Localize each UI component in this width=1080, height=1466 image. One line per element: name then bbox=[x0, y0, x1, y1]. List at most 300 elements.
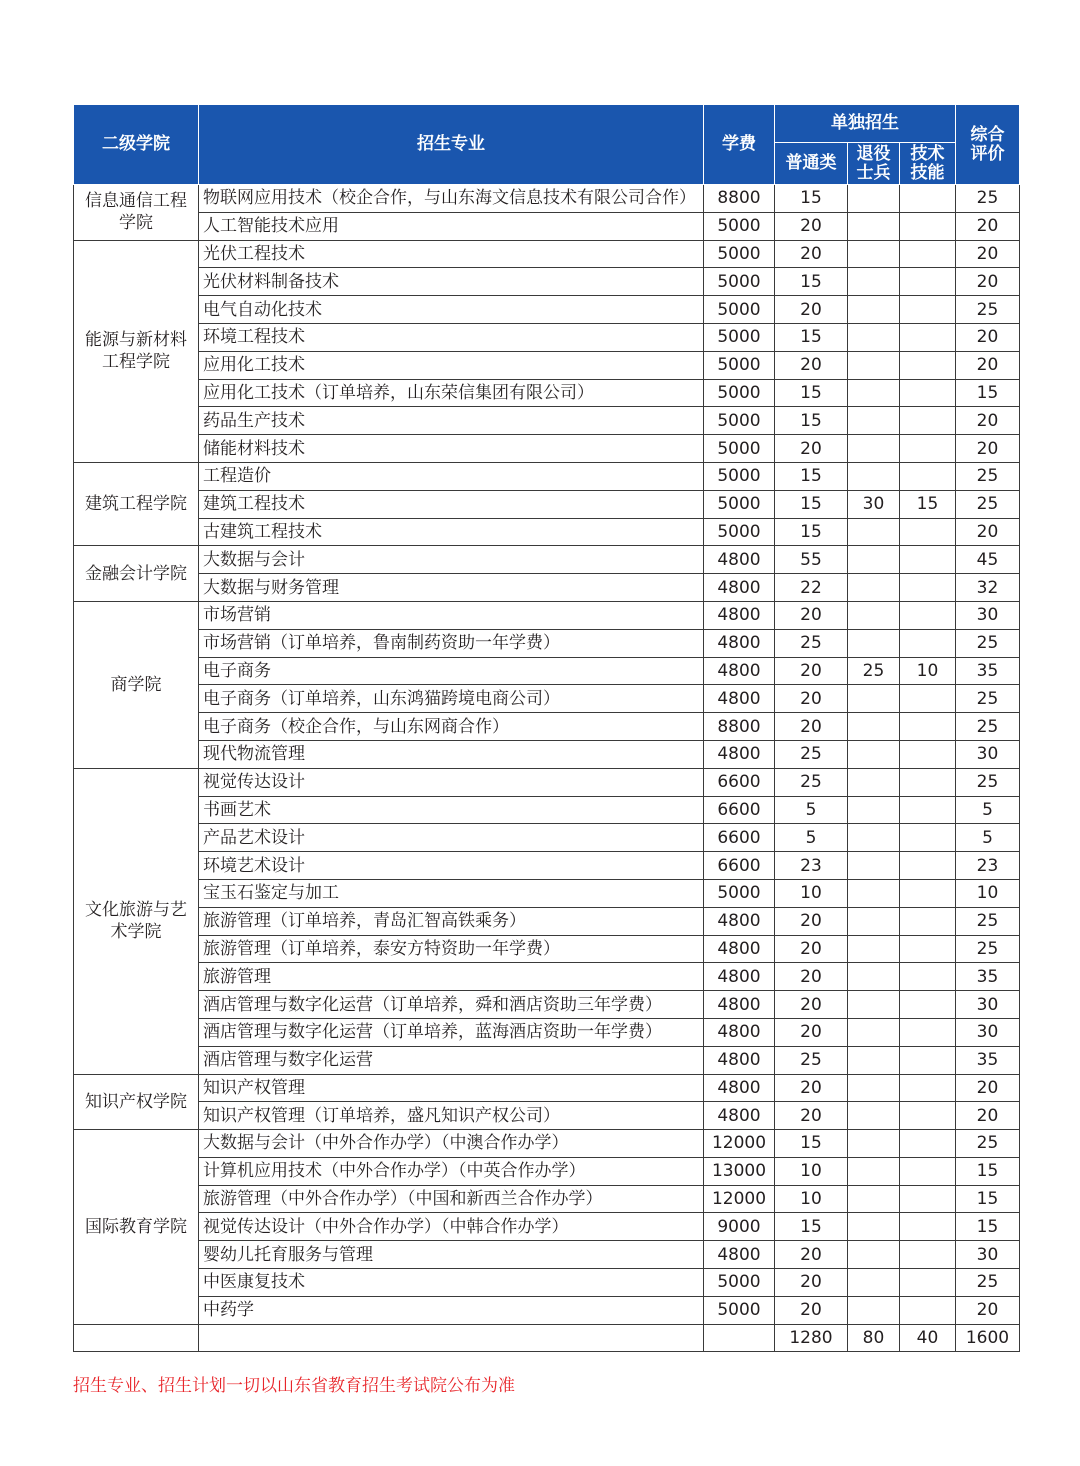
table-row bbox=[74, 768, 1020, 796]
comprehensive-count-cell: 35 bbox=[956, 657, 1020, 685]
veteran-count-cell bbox=[848, 1269, 900, 1297]
fee-cell: 5000 bbox=[704, 1296, 775, 1324]
fee-cell: 5000 bbox=[704, 518, 775, 546]
fee-cell: 5000 bbox=[704, 351, 775, 379]
general-count-cell: 20 bbox=[775, 601, 848, 629]
header-comprehensive: 综合 评价 bbox=[956, 105, 1020, 185]
major-cell: 旅游管理（订单培养，泰安方特资助一年学费） bbox=[199, 935, 704, 963]
major-cell: 大数据与会计 bbox=[199, 546, 704, 574]
general-count-cell: 20 bbox=[775, 685, 848, 713]
table-row bbox=[74, 601, 1020, 629]
general-count-cell: 20 bbox=[775, 351, 848, 379]
comprehensive-count-cell: 25 bbox=[956, 768, 1020, 796]
skill-count-cell bbox=[900, 1018, 956, 1046]
comprehensive-count-cell: 45 bbox=[956, 546, 1020, 574]
header-veteran: 退役 士兵 bbox=[848, 143, 900, 185]
table-row bbox=[74, 1241, 1020, 1269]
enrollment-table bbox=[73, 104, 1020, 1352]
skill-count-cell bbox=[900, 296, 956, 324]
fee-cell: 5000 bbox=[704, 323, 775, 351]
skill-count-cell bbox=[900, 1185, 956, 1213]
major-cell: 建筑工程技术 bbox=[199, 490, 704, 518]
fee-cell: 6600 bbox=[704, 852, 775, 880]
skill-count-cell bbox=[900, 629, 956, 657]
table-row bbox=[74, 1074, 1020, 1102]
fee-cell: 4800 bbox=[704, 935, 775, 963]
general-count-cell: 15 bbox=[775, 185, 848, 213]
fee-cell: 4800 bbox=[704, 963, 775, 991]
skill-count-cell bbox=[900, 796, 956, 824]
skill-count-cell bbox=[900, 546, 956, 574]
total-veteran-cell: 80 bbox=[848, 1324, 900, 1352]
fee-cell: 4800 bbox=[704, 1241, 775, 1269]
header-college: 二级学院 bbox=[74, 105, 199, 185]
fee-cell: 5000 bbox=[704, 268, 775, 296]
major-cell: 产品艺术设计 bbox=[199, 824, 704, 852]
veteran-count-cell bbox=[848, 740, 900, 768]
table-row bbox=[74, 546, 1020, 574]
veteran-count-cell bbox=[848, 1185, 900, 1213]
skill-count-cell bbox=[900, 1046, 956, 1074]
skill-count-cell bbox=[900, 601, 956, 629]
major-cell: 酒店管理与数字化运营 bbox=[199, 1046, 704, 1074]
table-row bbox=[74, 1018, 1020, 1046]
table-row bbox=[74, 1213, 1020, 1241]
veteran-count-cell bbox=[848, 629, 900, 657]
general-count-cell: 20 bbox=[775, 240, 848, 268]
major-cell: 书画艺术 bbox=[199, 796, 704, 824]
major-cell: 电子商务 bbox=[199, 657, 704, 685]
veteran-count-cell bbox=[848, 879, 900, 907]
table-row bbox=[74, 852, 1020, 880]
college-cell: 文化旅游与艺 术学院 bbox=[74, 768, 199, 1074]
general-count-cell: 25 bbox=[775, 740, 848, 768]
major-cell: 物联网应用技术（校企合作，与山东海文信息技术有限公司合作） bbox=[199, 185, 704, 213]
veteran-count-cell: 30 bbox=[848, 490, 900, 518]
veteran-count-cell bbox=[848, 1018, 900, 1046]
skill-count-cell bbox=[900, 768, 956, 796]
skill-count-cell bbox=[900, 1296, 956, 1324]
fee-cell: 4800 bbox=[704, 1074, 775, 1102]
table-row bbox=[74, 824, 1020, 852]
skill-count-cell bbox=[900, 323, 956, 351]
disclaimer-note: 招生专业、招生计划一切以山东省教育招生考试院公布为准 bbox=[73, 1376, 515, 1396]
general-count-cell: 20 bbox=[775, 1018, 848, 1046]
table-row bbox=[74, 1102, 1020, 1130]
general-count-cell: 25 bbox=[775, 629, 848, 657]
general-count-cell: 20 bbox=[775, 963, 848, 991]
veteran-count-cell bbox=[848, 296, 900, 324]
fee-cell: 5000 bbox=[704, 879, 775, 907]
college-cell: 能源与新材料 工程学院 bbox=[74, 240, 199, 462]
comprehensive-count-cell: 25 bbox=[956, 462, 1020, 490]
table-row bbox=[74, 574, 1020, 602]
table-row bbox=[74, 185, 1020, 213]
major-cell: 古建筑工程技术 bbox=[199, 518, 704, 546]
table-row bbox=[74, 1046, 1020, 1074]
veteran-count-cell bbox=[848, 323, 900, 351]
veteran-count-cell bbox=[848, 574, 900, 602]
comprehensive-count-cell: 20 bbox=[956, 212, 1020, 240]
general-count-cell: 20 bbox=[775, 1296, 848, 1324]
skill-count-cell bbox=[900, 351, 956, 379]
veteran-count-cell bbox=[848, 963, 900, 991]
general-count-cell: 15 bbox=[775, 323, 848, 351]
fee-cell: 13000 bbox=[704, 1157, 775, 1185]
fee-cell: 6600 bbox=[704, 824, 775, 852]
major-cell: 人工智能技术应用 bbox=[199, 212, 704, 240]
total-major-cell bbox=[199, 1324, 704, 1352]
comprehensive-count-cell: 23 bbox=[956, 852, 1020, 880]
comprehensive-count-cell: 25 bbox=[956, 907, 1020, 935]
fee-cell: 8800 bbox=[704, 713, 775, 741]
table-row bbox=[74, 879, 1020, 907]
table-row bbox=[74, 518, 1020, 546]
comprehensive-count-cell: 20 bbox=[956, 1296, 1020, 1324]
major-cell: 环境工程技术 bbox=[199, 323, 704, 351]
major-cell: 现代物流管理 bbox=[199, 740, 704, 768]
major-cell: 储能材料技术 bbox=[199, 435, 704, 463]
fee-cell: 5000 bbox=[704, 379, 775, 407]
veteran-count-cell bbox=[848, 685, 900, 713]
veteran-count-cell bbox=[848, 407, 900, 435]
major-cell: 旅游管理 bbox=[199, 963, 704, 991]
general-count-cell: 10 bbox=[775, 879, 848, 907]
fee-cell: 6600 bbox=[704, 796, 775, 824]
comprehensive-count-cell: 30 bbox=[956, 740, 1020, 768]
veteran-count-cell bbox=[848, 796, 900, 824]
veteran-count-cell bbox=[848, 462, 900, 490]
skill-count-cell bbox=[900, 1130, 956, 1158]
skill-count-cell bbox=[900, 240, 956, 268]
college-cell: 商学院 bbox=[74, 601, 199, 768]
general-count-cell: 15 bbox=[775, 407, 848, 435]
comprehensive-count-cell: 25 bbox=[956, 629, 1020, 657]
table-row bbox=[74, 462, 1020, 490]
total-college-cell bbox=[74, 1324, 199, 1352]
comprehensive-count-cell: 15 bbox=[956, 1157, 1020, 1185]
veteran-count-cell bbox=[848, 1213, 900, 1241]
table-row bbox=[74, 351, 1020, 379]
major-cell: 计算机应用技术（中外合作办学）（中英合作办学） bbox=[199, 1157, 704, 1185]
comprehensive-count-cell: 20 bbox=[956, 351, 1020, 379]
fee-cell: 5000 bbox=[704, 435, 775, 463]
fee-cell: 4800 bbox=[704, 629, 775, 657]
veteran-count-cell bbox=[848, 824, 900, 852]
major-cell: 知识产权管理（订单培养，盛凡知识产权公司） bbox=[199, 1102, 704, 1130]
fee-cell: 4800 bbox=[704, 740, 775, 768]
major-cell: 应用化工技术（订单培养，山东荣信集团有限公司） bbox=[199, 379, 704, 407]
comprehensive-count-cell: 15 bbox=[956, 1185, 1020, 1213]
comprehensive-count-cell: 30 bbox=[956, 1241, 1020, 1269]
veteran-count-cell bbox=[848, 907, 900, 935]
comprehensive-count-cell: 20 bbox=[956, 1074, 1020, 1102]
veteran-count-cell bbox=[848, 1130, 900, 1158]
college-cell: 国际教育学院 bbox=[74, 1130, 199, 1325]
table-row bbox=[74, 657, 1020, 685]
skill-count-cell bbox=[900, 935, 956, 963]
fee-cell: 6600 bbox=[704, 768, 775, 796]
header-skill: 技术 技能 bbox=[900, 143, 956, 185]
fee-cell: 4800 bbox=[704, 601, 775, 629]
general-count-cell: 25 bbox=[775, 768, 848, 796]
comprehensive-count-cell: 25 bbox=[956, 685, 1020, 713]
table-row bbox=[74, 629, 1020, 657]
major-cell: 光伏工程技术 bbox=[199, 240, 704, 268]
comprehensive-count-cell: 15 bbox=[956, 1213, 1020, 1241]
college-cell: 建筑工程学院 bbox=[74, 462, 199, 545]
general-count-cell: 23 bbox=[775, 852, 848, 880]
comprehensive-count-cell: 25 bbox=[956, 713, 1020, 741]
comprehensive-count-cell: 20 bbox=[956, 1102, 1020, 1130]
general-count-cell: 20 bbox=[775, 657, 848, 685]
total-fee-cell bbox=[704, 1324, 775, 1352]
major-cell: 酒店管理与数字化运营（订单培养，舜和酒店资助三年学费） bbox=[199, 991, 704, 1019]
veteran-count-cell bbox=[848, 518, 900, 546]
table-row bbox=[74, 240, 1020, 268]
fee-cell: 4800 bbox=[704, 574, 775, 602]
major-cell: 电子商务（订单培养，山东鸿猫跨境电商公司） bbox=[199, 685, 704, 713]
veteran-count-cell bbox=[848, 991, 900, 1019]
skill-count-cell bbox=[900, 268, 956, 296]
general-count-cell: 15 bbox=[775, 1130, 848, 1158]
header-general: 普通类 bbox=[775, 143, 848, 185]
skill-count-cell bbox=[900, 685, 956, 713]
fee-cell: 4800 bbox=[704, 1102, 775, 1130]
table-row bbox=[74, 935, 1020, 963]
comprehensive-count-cell: 25 bbox=[956, 1130, 1020, 1158]
skill-count-cell bbox=[900, 1074, 956, 1102]
comprehensive-count-cell: 20 bbox=[956, 268, 1020, 296]
header-fee: 学费 bbox=[704, 105, 775, 185]
veteran-count-cell bbox=[848, 1102, 900, 1130]
veteran-count-cell: 25 bbox=[848, 657, 900, 685]
major-cell: 知识产权管理 bbox=[199, 1074, 704, 1102]
table-row bbox=[74, 740, 1020, 768]
college-cell: 金融会计学院 bbox=[74, 546, 199, 602]
comprehensive-count-cell: 32 bbox=[956, 574, 1020, 602]
skill-count-cell bbox=[900, 907, 956, 935]
skill-count-cell bbox=[900, 185, 956, 213]
table-row bbox=[74, 963, 1020, 991]
general-count-cell: 15 bbox=[775, 268, 848, 296]
fee-cell: 8800 bbox=[704, 185, 775, 213]
veteran-count-cell bbox=[848, 379, 900, 407]
header-major: 招生专业 bbox=[199, 105, 704, 185]
general-count-cell: 20 bbox=[775, 1269, 848, 1297]
veteran-count-cell bbox=[848, 1046, 900, 1074]
comprehensive-count-cell: 15 bbox=[956, 379, 1020, 407]
general-count-cell: 15 bbox=[775, 518, 848, 546]
skill-count-cell bbox=[900, 1269, 956, 1297]
comprehensive-count-cell: 30 bbox=[956, 1018, 1020, 1046]
total-general-cell: 1280 bbox=[775, 1324, 848, 1352]
comprehensive-count-cell: 20 bbox=[956, 435, 1020, 463]
fee-cell: 4800 bbox=[704, 991, 775, 1019]
skill-count-cell bbox=[900, 1241, 956, 1269]
veteran-count-cell bbox=[848, 1157, 900, 1185]
table-row bbox=[74, 296, 1020, 324]
table-row bbox=[74, 796, 1020, 824]
major-cell: 旅游管理（订单培养，青岛汇智高铁乘务） bbox=[199, 907, 704, 935]
comprehensive-count-cell: 20 bbox=[956, 518, 1020, 546]
table-row bbox=[74, 907, 1020, 935]
veteran-count-cell bbox=[848, 935, 900, 963]
fee-cell: 5000 bbox=[704, 296, 775, 324]
fee-cell: 5000 bbox=[704, 407, 775, 435]
table-body bbox=[74, 185, 1020, 1352]
general-count-cell: 20 bbox=[775, 1241, 848, 1269]
skill-count-cell bbox=[900, 1213, 956, 1241]
major-cell: 婴幼儿托育服务与管理 bbox=[199, 1241, 704, 1269]
skill-count-cell bbox=[900, 1102, 956, 1130]
veteran-count-cell bbox=[848, 768, 900, 796]
major-cell: 应用化工技术 bbox=[199, 351, 704, 379]
general-count-cell: 10 bbox=[775, 1185, 848, 1213]
veteran-count-cell bbox=[848, 1074, 900, 1102]
veteran-count-cell bbox=[848, 1296, 900, 1324]
major-cell: 光伏材料制备技术 bbox=[199, 268, 704, 296]
general-count-cell: 10 bbox=[775, 1157, 848, 1185]
major-cell: 宝玉石鉴定与加工 bbox=[199, 879, 704, 907]
general-count-cell: 15 bbox=[775, 379, 848, 407]
table-row bbox=[74, 268, 1020, 296]
general-count-cell: 15 bbox=[775, 462, 848, 490]
fee-cell: 4800 bbox=[704, 657, 775, 685]
general-count-cell: 20 bbox=[775, 212, 848, 240]
totals-row bbox=[74, 1324, 1020, 1352]
major-cell: 市场营销（订单培养，鲁南制药资助一年学费） bbox=[199, 629, 704, 657]
major-cell: 中药学 bbox=[199, 1296, 704, 1324]
comprehensive-count-cell: 20 bbox=[956, 323, 1020, 351]
major-cell: 酒店管理与数字化运营（订单培养，蓝海酒店资助一年学费） bbox=[199, 1018, 704, 1046]
general-count-cell: 15 bbox=[775, 490, 848, 518]
fee-cell: 5000 bbox=[704, 212, 775, 240]
major-cell: 视觉传达设计（中外合作办学）（中韩合作办学） bbox=[199, 1213, 704, 1241]
table-row bbox=[74, 379, 1020, 407]
veteran-count-cell bbox=[848, 185, 900, 213]
comprehensive-count-cell: 5 bbox=[956, 824, 1020, 852]
major-cell: 环境艺术设计 bbox=[199, 852, 704, 880]
general-count-cell: 20 bbox=[775, 713, 848, 741]
comprehensive-count-cell: 30 bbox=[956, 601, 1020, 629]
skill-count-cell bbox=[900, 518, 956, 546]
comprehensive-count-cell: 30 bbox=[956, 991, 1020, 1019]
fee-cell: 4800 bbox=[704, 685, 775, 713]
table-row bbox=[74, 685, 1020, 713]
skill-count-cell bbox=[900, 435, 956, 463]
comprehensive-count-cell: 35 bbox=[956, 963, 1020, 991]
table-row bbox=[74, 1296, 1020, 1324]
fee-cell: 5000 bbox=[704, 462, 775, 490]
table-header bbox=[74, 105, 1020, 185]
general-count-cell: 20 bbox=[775, 1102, 848, 1130]
comprehensive-count-cell: 35 bbox=[956, 1046, 1020, 1074]
veteran-count-cell bbox=[848, 601, 900, 629]
comprehensive-count-cell: 25 bbox=[956, 1269, 1020, 1297]
table-row bbox=[74, 1157, 1020, 1185]
skill-count-cell bbox=[900, 824, 956, 852]
skill-count-cell bbox=[900, 1157, 956, 1185]
comprehensive-count-cell: 25 bbox=[956, 185, 1020, 213]
veteran-count-cell bbox=[848, 351, 900, 379]
general-count-cell: 5 bbox=[775, 796, 848, 824]
fee-cell: 12000 bbox=[704, 1185, 775, 1213]
skill-count-cell: 10 bbox=[900, 657, 956, 685]
skill-count-cell bbox=[900, 991, 956, 1019]
fee-cell: 4800 bbox=[704, 546, 775, 574]
general-count-cell: 20 bbox=[775, 296, 848, 324]
comprehensive-count-cell: 25 bbox=[956, 296, 1020, 324]
header-single-enrollment: 单独招生 bbox=[775, 105, 956, 143]
fee-cell: 12000 bbox=[704, 1130, 775, 1158]
major-cell: 电气自动化技术 bbox=[199, 296, 704, 324]
total-skill-cell: 40 bbox=[900, 1324, 956, 1352]
comprehensive-count-cell: 5 bbox=[956, 796, 1020, 824]
fee-cell: 9000 bbox=[704, 1213, 775, 1241]
general-count-cell: 22 bbox=[775, 574, 848, 602]
major-cell: 大数据与财务管理 bbox=[199, 574, 704, 602]
skill-count-cell bbox=[900, 740, 956, 768]
fee-cell: 4800 bbox=[704, 907, 775, 935]
skill-count-cell bbox=[900, 212, 956, 240]
fee-cell: 4800 bbox=[704, 1046, 775, 1074]
major-cell: 视觉传达设计 bbox=[199, 768, 704, 796]
fee-cell: 5000 bbox=[704, 490, 775, 518]
veteran-count-cell bbox=[848, 713, 900, 741]
comprehensive-count-cell: 25 bbox=[956, 490, 1020, 518]
college-cell: 信息通信工程 学院 bbox=[74, 185, 199, 241]
general-count-cell: 15 bbox=[775, 1213, 848, 1241]
skill-count-cell bbox=[900, 379, 956, 407]
table-row bbox=[74, 713, 1020, 741]
general-count-cell: 20 bbox=[775, 1074, 848, 1102]
major-cell: 大数据与会计（中外合作办学）（中澳合作办学） bbox=[199, 1130, 704, 1158]
table-row bbox=[74, 1185, 1020, 1213]
skill-count-cell bbox=[900, 713, 956, 741]
fee-cell: 5000 bbox=[704, 240, 775, 268]
skill-count-cell bbox=[900, 879, 956, 907]
skill-count-cell bbox=[900, 407, 956, 435]
fee-cell: 4800 bbox=[704, 1018, 775, 1046]
major-cell: 电子商务（校企合作，与山东网商合作） bbox=[199, 713, 704, 741]
skill-count-cell bbox=[900, 462, 956, 490]
major-cell: 药品生产技术 bbox=[199, 407, 704, 435]
comprehensive-count-cell: 20 bbox=[956, 407, 1020, 435]
veteran-count-cell bbox=[848, 212, 900, 240]
general-count-cell: 20 bbox=[775, 991, 848, 1019]
table-row bbox=[74, 490, 1020, 518]
major-cell: 旅游管理（中外合作办学）（中国和新西兰合作办学） bbox=[199, 1185, 704, 1213]
college-cell: 知识产权学院 bbox=[74, 1074, 199, 1130]
table-row bbox=[74, 323, 1020, 351]
fee-cell: 5000 bbox=[704, 1269, 775, 1297]
general-count-cell: 25 bbox=[775, 1046, 848, 1074]
table-row bbox=[74, 1269, 1020, 1297]
total-comprehensive-cell: 1600 bbox=[956, 1324, 1020, 1352]
general-count-cell: 20 bbox=[775, 435, 848, 463]
veteran-count-cell bbox=[848, 1241, 900, 1269]
skill-count-cell bbox=[900, 963, 956, 991]
table-row bbox=[74, 435, 1020, 463]
general-count-cell: 55 bbox=[775, 546, 848, 574]
major-cell: 中医康复技术 bbox=[199, 1269, 704, 1297]
comprehensive-count-cell: 20 bbox=[956, 240, 1020, 268]
major-cell: 市场营销 bbox=[199, 601, 704, 629]
veteran-count-cell bbox=[848, 268, 900, 296]
veteran-count-cell bbox=[848, 852, 900, 880]
veteran-count-cell bbox=[848, 435, 900, 463]
